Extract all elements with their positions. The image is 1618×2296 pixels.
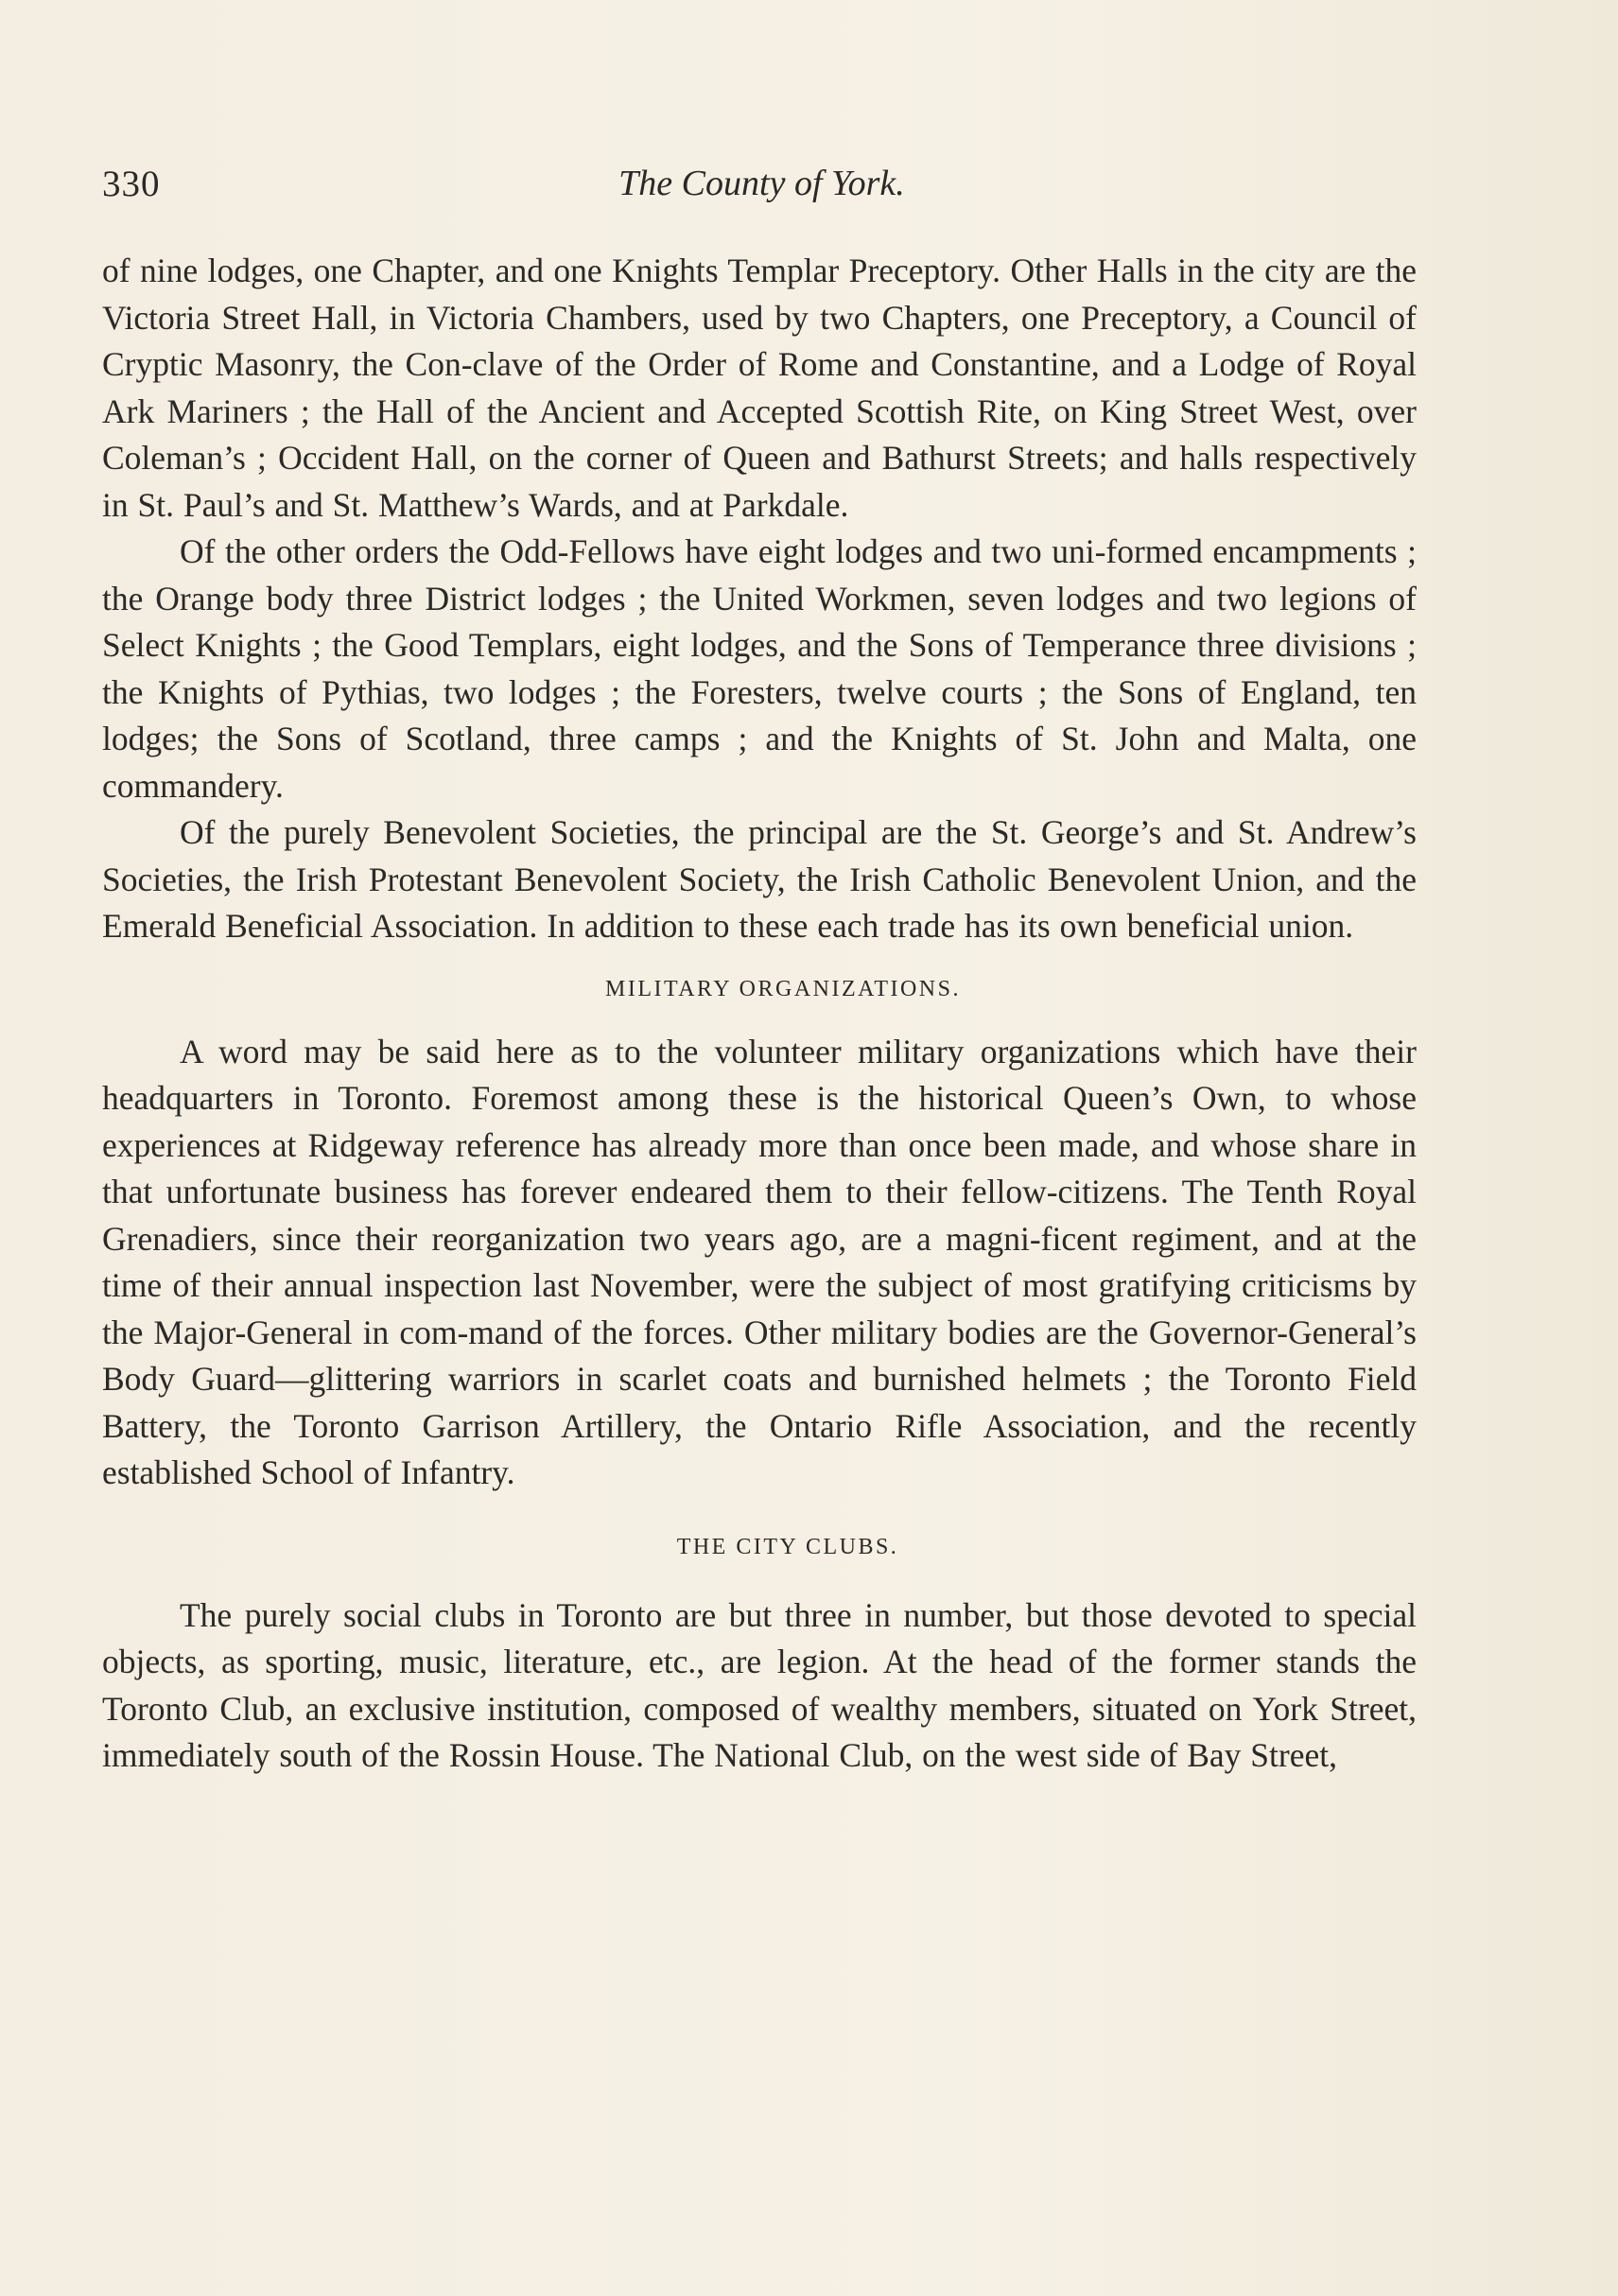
paragraph-military: A word may be said here as to the volunteer military organizations which have their headquarters in Toronto. Foremost among these is the historical Queen’s Own, to whose experiences at Ridgeway reference has already more than once been made, and whose share in that unfortunate business has forever endeared them to their fellow-citizens. The Tenth Royal Grenadiers, since their reorganization two years ago, are a magni-ficent regiment, and at the time of their annual inspection last November, were the subject of most gratifying criticisms by the Major-General in com-mand of the forces. Other military bodies are the Governor-General’s Body Guard—glittering warriors in scarlet coats and burnished helmets ; the Toronto Field Battery, the Toronto Garrison Artillery, the Ontario Rifle Association, and the recently established School of Infantry. (102, 1032, 1417, 1491)
page-number: 330 (102, 164, 161, 204)
paragraph-clubs: The purely social clubs in Toronto are but three in number, but those devoted to special objects, as sporting, music, literature, etc., are legion. At the head of the former stands the Toronto Club, an exclusive institution, composed of wealthy members, situated on York Street, immediately south of the Rossin House. The National Club, on the west side of Bay Street, (102, 1595, 1417, 1774)
section-heading-clubs: THE CITY CLUBS. (676, 1534, 899, 1559)
running-title: The County of York. (618, 164, 905, 203)
paragraph-other-orders: Of the other orders the Odd-Fellows have eight lodges and two uni-formed encampments ; the Orange body three District lodges ; the United Workmen, seven lodges and two legions of Select Knights ; the Good Templars, eight lodges, and the Sons of Temperance three divisions ; the Knights of Pythias, two lodges ; the Foresters, twelve courts ; the Sons of England, ten lodges; the Sons of Scotland, three camps ; and the Knights of St. John and Malta, one commandery. (102, 532, 1417, 805)
paragraph-masonic-halls: of nine lodges, one Chapter, and one Knights Templar Preceptory. Other Halls in the city are the Victoria Street Hall, in Victoria Chambers, used by two Chapters, one Preceptory, a Council of Cryptic Masonry, the Con-clave of the Order of Rome and Constantine, and a Lodge of Royal Ark Mariners ; the Hall of the Ancient and Accepted Scottish Rite, on King Street West, over Coleman’s ; Occident Hall, on the corner of Queen and Bathurst Streets; and halls respectively in St. Paul’s and St. Matthew’s Wards, and at Parkdale. (102, 252, 1417, 524)
paragraph-benevolent-societies: Of the purely Benevolent Societies, the principal are the St. George’s and St. Andrew’s Societies, the Irish Protestant Benevolent Society, the Irish Catholic Benevolent Union, and the Emerald Beneficial Association. In addition to these each trade has its own beneficial union. (102, 813, 1417, 945)
body-text (102, 248, 1417, 1780)
page-header (102, 163, 1421, 210)
section-heading-military: MILITARY ORGANIZATIONS. (604, 976, 961, 1001)
